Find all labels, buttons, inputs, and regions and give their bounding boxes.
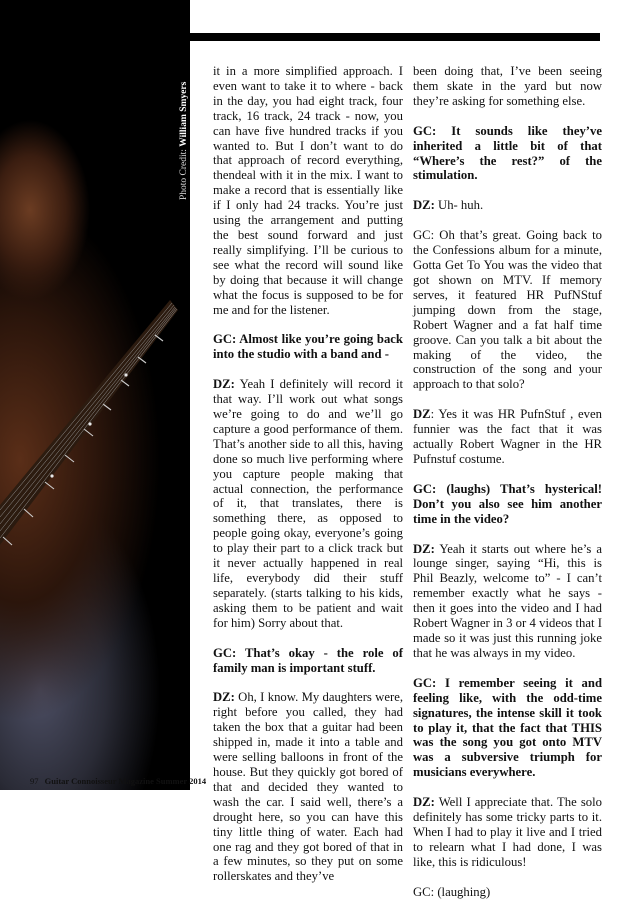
- paragraph-text: GC: That’s okay - the role of family man is important stuff.: [213, 645, 403, 675]
- interview-question: [213, 646, 403, 676]
- interview-paragraph: [413, 407, 602, 467]
- paragraph-text: Yeah I definitely will record it that way. I’ll work out what songs we’re going to do and we’ll go capture a good performance of them. That’s another side to all this, having done so much live performing where you capture people making that actual connection, the performance of it, that translates, there is something there, as opposed to people going okay, everyone’s going to play their part to a click track but it never actually happened in real life, everybody did their stuff separately. (starts talking to his kids, asking them to be patient and wait for him) Sorry about that.: [213, 377, 403, 630]
- paragraph-text: GC: (laughing): [413, 884, 491, 899]
- interview-paragraph: [413, 795, 602, 870]
- paragraph-text: GC: (laughs) That’s hysterical! Don’t you also see him another time in the video?: [413, 481, 602, 526]
- speaker-label: DZ:: [213, 690, 235, 705]
- speaker-label: DZ:: [413, 198, 435, 213]
- interview-question: [413, 482, 602, 527]
- paragraph-text: Oh, I know. My daughters were, right before you called, they had taken the box that a guitar had been shipped in, made it into a table and were selling balloons in front of the house. But they quickly got bored of that and decided they wanted to wash the car. I said well, there’s a drought here, so you can have this tiny little thing of water. Each had one rag and they got bored of that in a few minutes, so they put on some rollerskates and they’ve: [213, 690, 403, 884]
- interview-paragraph: [213, 377, 403, 630]
- interview-question: [413, 676, 602, 780]
- guitar-neck-graphic: [0, 0, 190, 790]
- guitarist-photo: [0, 0, 190, 790]
- article-column-2: [413, 64, 602, 915]
- paragraph-text: Yeah it starts out where he’s a lounge singer, saying “Hi, this is Phil Beazly, welcome to” - I can’t remember exactly what he says - then it goes into the video and I had Robert Wagner in 3 or 4 videos that I made so it was just this running joke that he was always in my video.: [413, 541, 602, 660]
- paragraph-text: GC: It sounds like they’ve inherited a little bit of that “Where’s the rest?” of the stimulation.: [413, 123, 602, 183]
- magazine-title: Guitar Connoisseur Magazine Summer 2014: [44, 776, 207, 786]
- top-rule: [190, 33, 600, 41]
- page-number: 97: [30, 776, 39, 786]
- paragraph-text: Well I appreciate that. The solo definitely has some tricky parts to it. When I had to play it live and I tried to relearn what I had done, I was like, this is ridiculous!: [413, 795, 602, 869]
- paragraph-text: GC: I remember seeing it and feeling like, with the odd-time signatures, the intense skill it took to play it, that the fact that THIS was the song you got onto MTV was a subversive triumph for musicians everywhere.: [413, 675, 602, 780]
- photo-credit-label: Photo Credit:: [179, 149, 189, 200]
- interview-question: [413, 124, 602, 184]
- paragraph-text: GC: Oh that’s great. Going back to the Confessions album for a minute, Gotta Get To You was the video that got shown on MTV. If memory serves, it featured HR PufNStuf jumping down from the stage, Robert Wagner and a fat half time groove. Can you talk a bit about the making of the video, the construction of the song and your approach to that solo?: [413, 228, 602, 392]
- interview-question: [213, 332, 403, 362]
- photo-credit-name: William Smyers: [179, 81, 189, 147]
- speaker-label: DZ:: [413, 795, 435, 810]
- page-footer: [30, 776, 206, 786]
- paragraph-text: it in a more simplified approach. I even want to take it to where - back in the day, you had eight track, four track, 16 track, 24 track - now, you can have five hundred tracks if you wanted to. But I don’t want to do that approach of record everything, thendeal with it in the mix. I want to make a record that is essentially like if I only had 24 tracks. You’re just using the arrangement and putting the best sound forward and just really simplifying. I’ll be curious to see what the record will sound like by doing that because it will change what the focus is supposed to be for me and for the listener.: [213, 64, 403, 317]
- interview-paragraph: [413, 885, 602, 900]
- paragraph-text: Uh- huh.: [434, 198, 484, 213]
- paragraph-text: GC: Almost like you’re going back into the studio with a band and -: [213, 332, 403, 362]
- interview-paragraph: [213, 64, 403, 317]
- interview-paragraph: [413, 542, 602, 661]
- speaker-label: DZ: [413, 407, 431, 422]
- speaker-label: DZ:: [413, 541, 435, 556]
- interview-paragraph: [213, 690, 403, 884]
- interview-paragraph: [413, 64, 602, 109]
- paragraph-text: been doing that, I’ve been seeing them skate in the yard but now they’re asking for something else.: [413, 64, 602, 108]
- interview-paragraph: [413, 228, 602, 392]
- paragraph-text: : Yes it was HR PufnStuf , even funnier was the fact that it was actually Robert Wagner in the HR Pufnstuf costume.: [413, 407, 602, 466]
- speaker-label: DZ:: [213, 377, 235, 392]
- photo-credit: [165, 50, 189, 200]
- interview-paragraph: [413, 198, 602, 213]
- article-column-1: [213, 64, 403, 899]
